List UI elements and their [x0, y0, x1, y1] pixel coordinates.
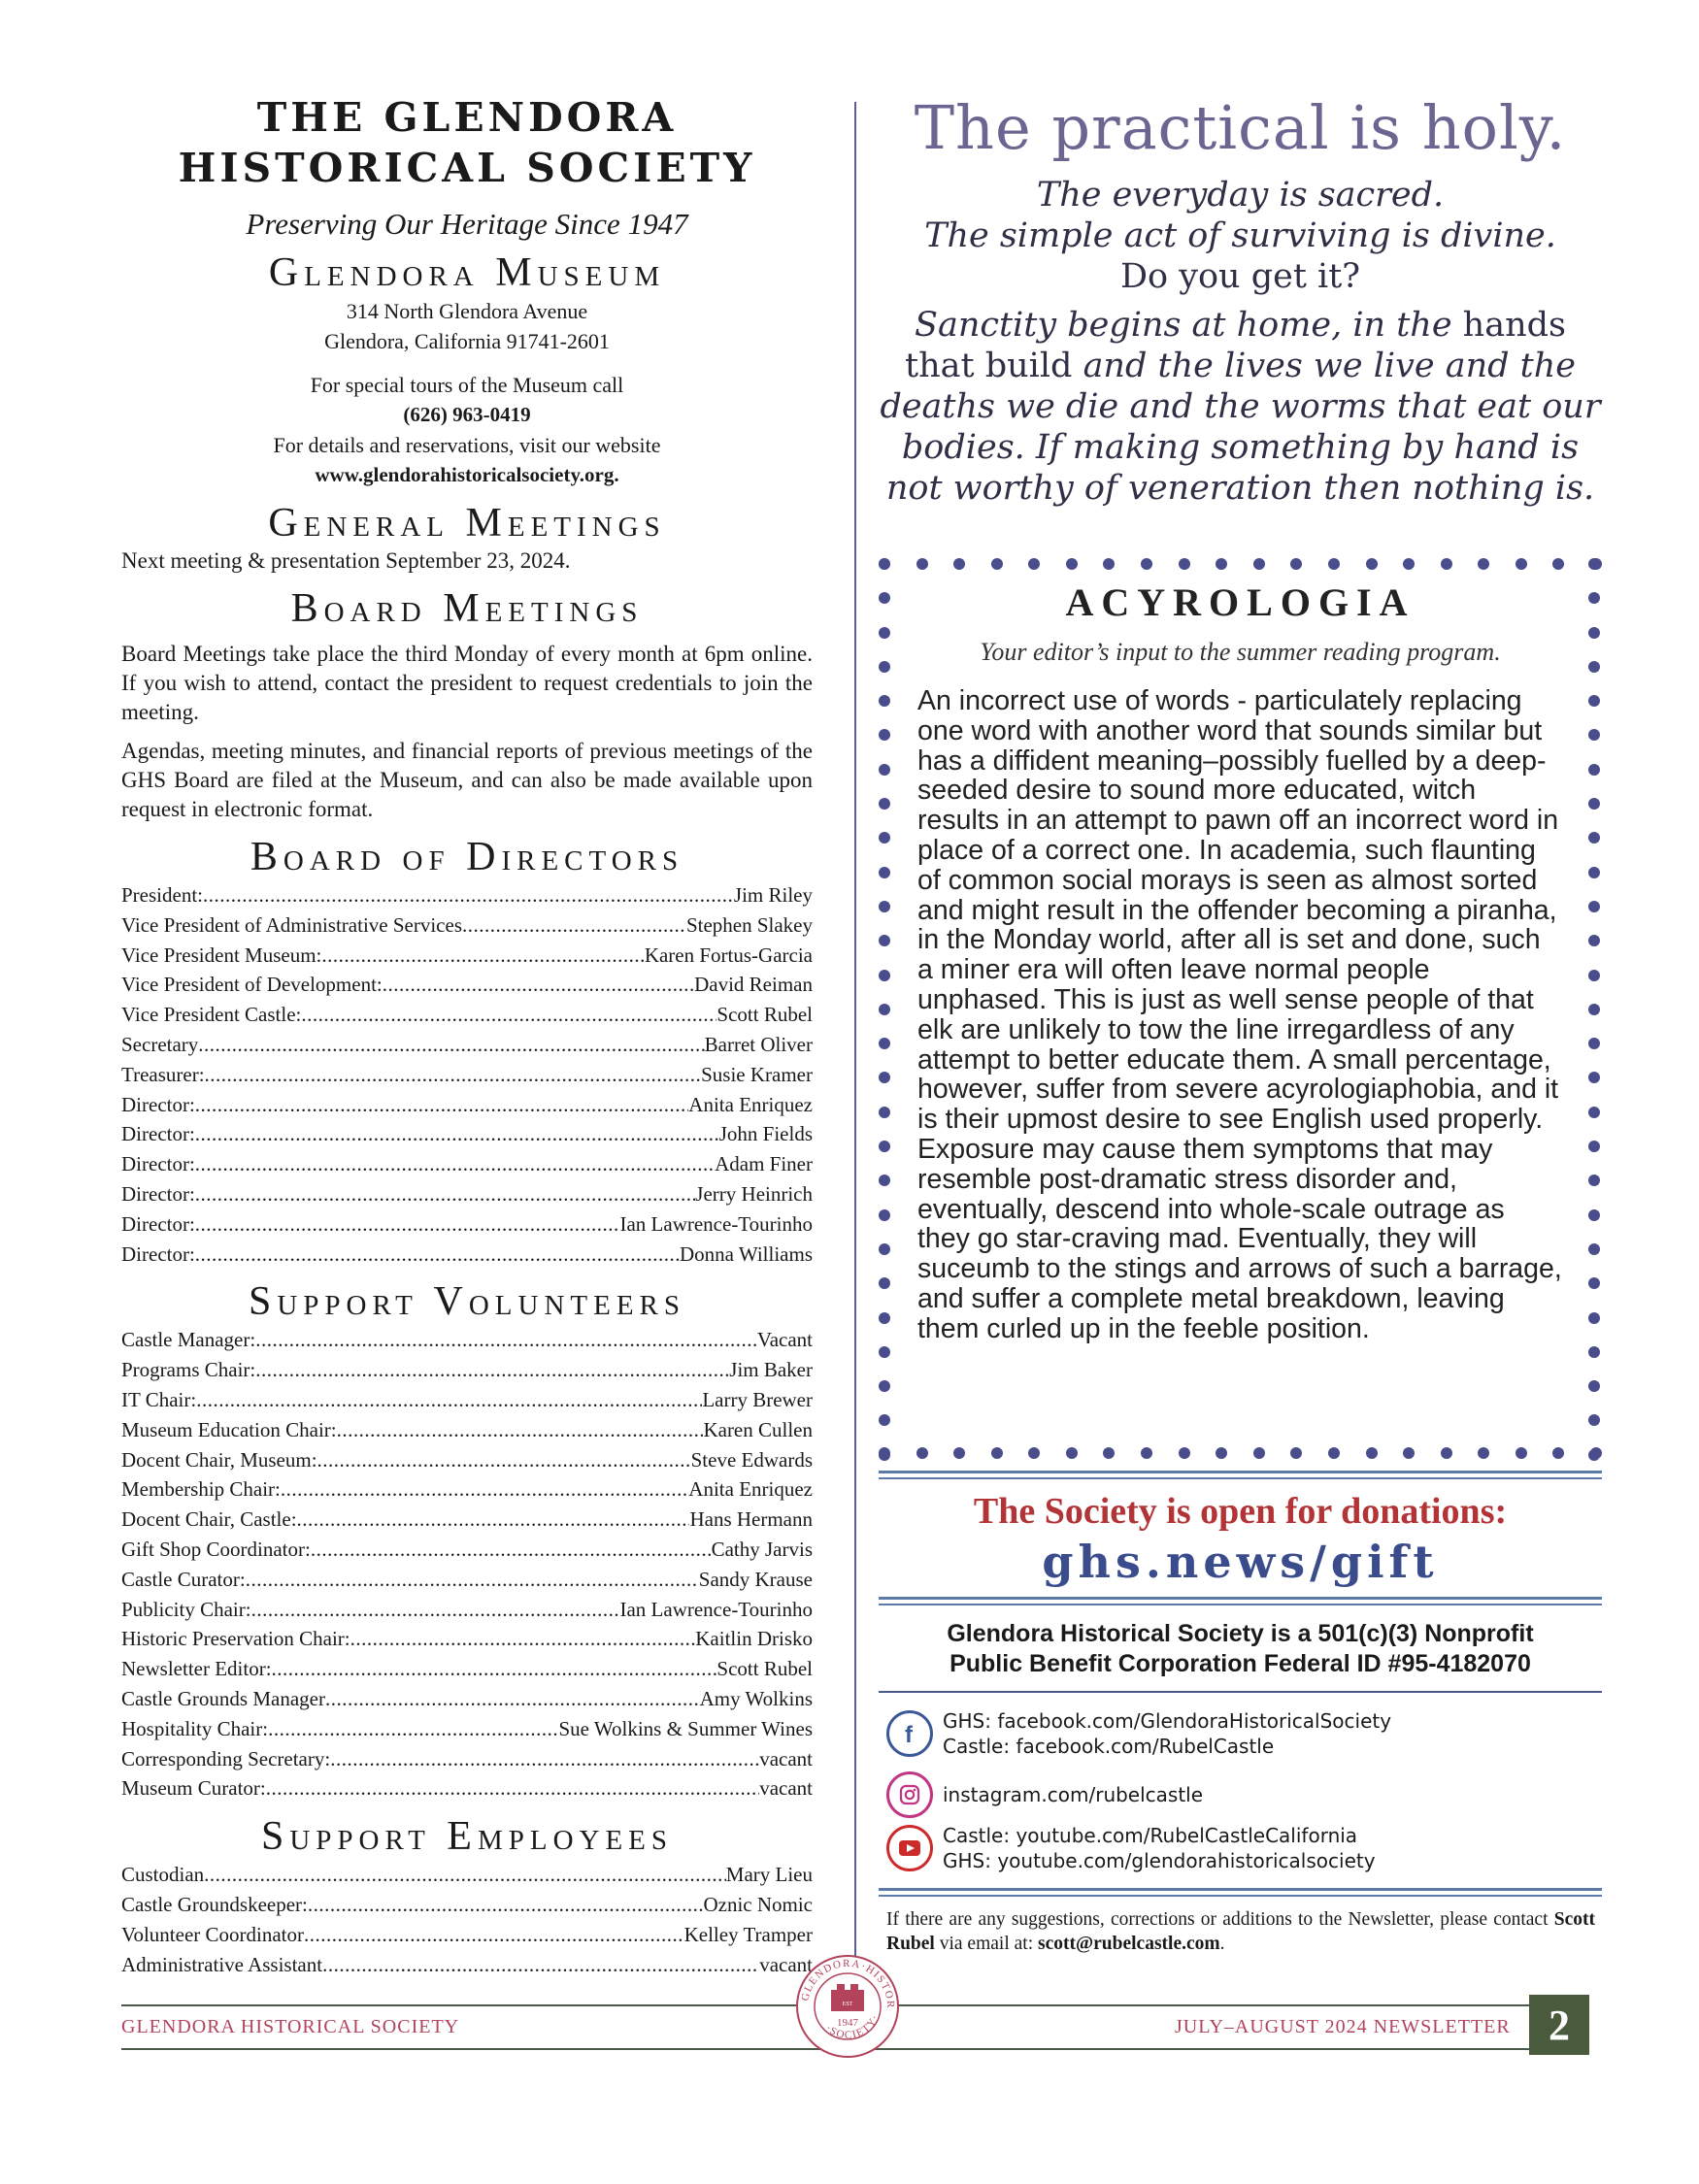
border-dot: [879, 901, 890, 912]
border-dot: [991, 1447, 1003, 1459]
border-dot: [1588, 627, 1600, 639]
border-dot: [1588, 1312, 1600, 1324]
editor-name: Scott Rubel: [886, 1909, 1595, 1954]
facebook-link-castle[interactable]: Castle: facebook.com/RubelCastle: [943, 1735, 1275, 1758]
border-dot: [879, 798, 890, 810]
quote-block: [879, 175, 1602, 509]
directors-row: President: ..... Jim Riley: [121, 880, 813, 910]
donation-link[interactable]: ghs.news/gift: [1042, 1536, 1439, 1588]
tours-text: For special tours of the Museum call: [310, 373, 624, 397]
page-number: 2: [1529, 1995, 1589, 2055]
org-title-line-2: HISTORICAL SOCIETY: [178, 145, 756, 191]
svg-text:f: f: [905, 1722, 913, 1746]
youtube-row: [886, 1823, 1376, 1873]
footer-org-name: GLENDORA HISTORICAL SOCIETY: [121, 2016, 460, 2037]
rule-divider: [879, 1597, 1602, 1600]
svg-text:GLENDORA·HISTORICAL: GLENDORA·HISTOR: [799, 1957, 897, 2010]
volunteers-row: Newsletter Editor: ..... Scott Rubel: [121, 1654, 813, 1684]
border-dot: [953, 558, 965, 570]
border-dot: [1588, 867, 1600, 878]
board-meetings-para-2: Agendas, meeting minutes, and financial reports of previous meetings of the GHS Board are filed at the Museum, and can also be made available upon request in electronic format.: [121, 739, 813, 821]
facebook-icon: [886, 1710, 933, 1757]
employees-row: Castle Groundskeeper: ..... Oznic Nomic: [121, 1890, 813, 1920]
quote-title: The practical is holy.: [914, 92, 1567, 163]
border-dot: [1588, 1072, 1600, 1083]
volunteers-row: Museum Curator: ..... vacant: [121, 1773, 813, 1803]
border-dot: [1216, 1447, 1227, 1459]
acyrologia-title: ACYROLOGIA: [1065, 580, 1416, 624]
employees-row: Custodian ..... Mary Lieu: [121, 1860, 813, 1890]
border-dot: [879, 764, 890, 776]
facebook-row: [886, 1708, 1391, 1759]
border-dot: [879, 1175, 890, 1186]
border-dot: [1588, 1243, 1600, 1255]
society-seal: [794, 1953, 901, 2060]
volunteers-row: Castle Manager: ..... Vacant: [121, 1325, 813, 1355]
svg-text:EST: EST: [842, 2002, 853, 2007]
border-dot: [1552, 1447, 1564, 1459]
border-dot: [879, 729, 890, 741]
border-dot: [1179, 558, 1190, 570]
border-dot: [879, 627, 890, 639]
nonprofit-statement: [879, 1619, 1602, 1679]
acyrologia-subtitle: Your editor’s input to the summer reading program.: [980, 638, 1501, 666]
border-dot: [879, 1243, 890, 1255]
border-dot: [1588, 1004, 1600, 1015]
svg-text:1947: 1947: [837, 2017, 858, 2029]
address-line-2: Glendora, California 91741-2601: [324, 329, 610, 353]
directors-row: Vice President Castle: ..... Scott Rubel: [121, 1000, 813, 1030]
border-dot: [1588, 1141, 1600, 1152]
border-dot: [879, 1346, 890, 1358]
svg-text:·SOCIETY·: ·SOCIETY·: [823, 2012, 883, 2041]
border-dot: [916, 558, 928, 570]
footer-issue: JULY–AUGUST 2024 NEWSLETTER: [1175, 2016, 1511, 2037]
border-dot: [1066, 1447, 1078, 1459]
border-dot: [879, 867, 890, 878]
volunteers-row: Castle Curator: ..... Sandy Krause: [121, 1565, 813, 1595]
volunteers-row: Hospitality Chair: ..... Sue Wolkins & Summer Wines: [121, 1714, 813, 1744]
border-dot: [879, 558, 890, 570]
border-dot: [1328, 1447, 1340, 1459]
general-meetings-text: Next meeting & presentation September 23, 2024.: [121, 548, 571, 573]
border-dot: [1588, 798, 1600, 810]
board-meetings-para-1: Board Meetings take place the third Monday of every month at 6pm online. If you wish to attend, contact the president to request credentials to join the meeting.: [121, 642, 813, 724]
border-dot: [1103, 1447, 1115, 1459]
border-dot: [1588, 764, 1600, 776]
tours-phone[interactable]: (626) 963-0419: [403, 403, 531, 426]
website-text: For details and reservations, visit our website: [273, 433, 661, 457]
employees-row: Volunteer Coordinator ..... Kelley Tramper: [121, 1920, 813, 1950]
volunteers-heading: Support Volunteers: [248, 1279, 686, 1325]
directors-row: Secretary ..... Barret Oliver: [121, 1030, 813, 1060]
volunteers-row: Publicity Chair: ..... Ian Lawrence-Tourinho: [121, 1595, 813, 1625]
border-dot: [879, 1038, 890, 1049]
volunteers-row: Museum Education Chair: ..... Karen Cullen: [121, 1415, 813, 1445]
border-dot: [879, 1141, 890, 1152]
border-dot: [879, 970, 890, 981]
quote-line-1: The everyday is sacred.: [1036, 176, 1445, 215]
quote-line-3: Do you get it?: [1119, 257, 1361, 296]
volunteers-list: [121, 1325, 813, 1803]
nonprofit-line-1: Glendora Historical Society is a 501(c)(3) Nonprofit: [947, 1620, 1534, 1647]
border-dot: [879, 1414, 890, 1426]
volunteers-row: IT Chair: ..... Larry Brewer: [121, 1385, 813, 1415]
rule-divider: [879, 1888, 1602, 1891]
rule-divider: [879, 1471, 1602, 1473]
border-dot: [1588, 558, 1600, 570]
quote-line-2: The simple act of surviving is divine.: [924, 216, 1556, 255]
nonprofit-line-2: Public Benefit Corporation Federal ID #95-4182070: [949, 1650, 1531, 1677]
volunteers-row: Programs Chair: ..... Jim Baker: [121, 1355, 813, 1385]
quote-paragraph: Sanctity begins at home, in the hands that build and the lives we live and the deaths we die and the worms that eat our bodies. If making something by hand is not worthy of veneration then nothing is.: [880, 306, 1601, 508]
left-column: [121, 92, 813, 1979]
border-dot: [1588, 695, 1600, 707]
facebook-link-ghs[interactable]: GHS: facebook.com/GlendoraHistoricalSociety: [943, 1709, 1392, 1733]
border-dot: [879, 1277, 890, 1289]
border-dot: [1066, 558, 1078, 570]
directors-heading: Board of Directors: [250, 835, 684, 879]
org-title-line-1: THE GLENDORA: [256, 94, 678, 141]
border-dot: [879, 1072, 890, 1083]
border-dot: [1366, 558, 1378, 570]
border-dot: [1588, 1277, 1600, 1289]
border-dot: [1588, 1346, 1600, 1358]
youtube-link-ghs[interactable]: GHS: youtube.com/glendorahistoricalsociety: [943, 1849, 1376, 1872]
border-dot: [879, 1312, 890, 1324]
border-dot: [879, 832, 890, 844]
border-dot: [1441, 1447, 1452, 1459]
border-dot: [1588, 1449, 1600, 1461]
youtube-icon: [886, 1825, 933, 1871]
employees-list: [121, 1860, 813, 1979]
border-dot: [1516, 558, 1527, 570]
volunteers-row: Corresponding Secretary: ..... vacant: [121, 1744, 813, 1774]
volunteers-row: Docent Chair, Museum: ..... Steve Edwards: [121, 1445, 813, 1475]
border-dot: [1403, 558, 1415, 570]
volunteers-row: Docent Chair, Castle: ..... Hans Hermann: [121, 1505, 813, 1535]
border-dot: [1290, 558, 1302, 570]
directors-row: Director: ..... Jerry Heinrich: [121, 1179, 813, 1209]
directors-row: Director: ..... John Fields: [121, 1119, 813, 1149]
rule-divider: [879, 1895, 1602, 1897]
volunteers-row: Castle Grounds Manager ..... Amy Wolkins: [121, 1684, 813, 1714]
newsletter-feedback: If there are any suggestions, corrections or additions to the Newsletter, please contact Scott Rubel via email at: scott@rubelcastle.com.: [886, 1909, 1595, 1954]
border-dot: [953, 1447, 965, 1459]
rule-divider: [879, 1477, 1602, 1479]
border-dot: [1552, 558, 1564, 570]
border-dot: [1588, 832, 1600, 844]
border-dot: [879, 1209, 890, 1221]
border-dot: [1253, 1447, 1265, 1459]
border-dot: [916, 1447, 928, 1459]
dot-border-bottom: [879, 1447, 1602, 1461]
employees-heading: Support Employees: [260, 1814, 674, 1860]
border-dot: [879, 1004, 890, 1015]
border-dot: [1588, 1380, 1600, 1392]
border-dot: [1588, 935, 1600, 946]
website-link[interactable]: www.glendorahistoricalsociety.org.: [315, 463, 619, 486]
border-dot: [879, 695, 890, 707]
volunteers-row: Membership Chair: ..... Anita Enriquez: [121, 1474, 813, 1505]
border-dot: [1588, 1414, 1600, 1426]
directors-row: Treasurer: ..... Susie Kramer: [121, 1060, 813, 1090]
youtube-link-castle[interactable]: Castle: youtube.com/RubelCastleCalifornia: [943, 1824, 1358, 1847]
instagram-row: [886, 1771, 1203, 1818]
border-dot: [1441, 558, 1452, 570]
dot-border-right: [1588, 558, 1602, 1461]
acyrologia-box: [879, 558, 1602, 1461]
border-dot: [879, 1380, 890, 1392]
board-meetings-heading: Board Meetings: [290, 586, 644, 631]
border-dot: [1141, 558, 1152, 570]
tagline: Preserving Our Heritage Since 1947: [246, 207, 688, 241]
volunteers-row: Gift Shop Coordinator: ..... Cathy Jarvis: [121, 1535, 813, 1565]
border-dot: [1516, 1447, 1527, 1459]
border-dot: [1141, 1447, 1152, 1459]
border-dot: [1588, 729, 1600, 741]
employees-row: Administrative Assistant ..... vacant: [121, 1950, 813, 1980]
directors-row: Director: ..... Adam Finer: [121, 1149, 813, 1179]
border-dot: [1103, 558, 1115, 570]
border-dot: [1588, 901, 1600, 912]
border-dot: [1478, 1447, 1489, 1459]
border-dot: [1290, 1447, 1302, 1459]
directors-row: Vice President Museum: ..... Karen Fortus-Garcia: [121, 941, 813, 971]
border-dot: [991, 558, 1003, 570]
directors-row: Director: ..... Ian Lawrence-Tourinho: [121, 1209, 813, 1240]
border-dot: [1588, 1175, 1600, 1186]
volunteers-row: Historic Preservation Chair: ..... Kaitlin Drisko: [121, 1624, 813, 1654]
border-dot: [1588, 1209, 1600, 1221]
address-line-1: 314 North Glendora Avenue: [346, 299, 588, 323]
border-dot: [1366, 1447, 1378, 1459]
general-meetings-heading: General Meetings: [268, 501, 666, 546]
directors-row: Director: ..... Donna Williams: [121, 1240, 813, 1270]
editor-email-link[interactable]: scott@rubelcastle.com: [1038, 1934, 1220, 1954]
border-dot: [1403, 1447, 1415, 1459]
border-dot: [1328, 558, 1340, 570]
dot-border-left: [879, 558, 892, 1461]
border-dot: [879, 1449, 890, 1461]
border-dot: [1588, 1038, 1600, 1049]
instagram-link[interactable]: instagram.com/rubelcastle: [943, 1783, 1204, 1806]
directors-row: Vice President of Administrative Services ..... Stephen Slakey: [121, 910, 813, 941]
directors-row: Vice President of Development: ..... David Reiman: [121, 970, 813, 1000]
border-dot: [1028, 558, 1040, 570]
rule-divider: [879, 1691, 1602, 1693]
dot-border-top: [879, 558, 1602, 572]
column-divider: [854, 102, 856, 1961]
directors-row: Director: ..... Anita Enriquez: [121, 1090, 813, 1120]
instagram-icon: [886, 1771, 933, 1818]
museum-heading: Glendora Museum: [268, 250, 666, 295]
acyrologia-body: An incorrect use of words - particulately replacing one word with another word that sounds similar but has a diffident meaning–possibly fuelled by a deep-seeded desire to sound more educated, witch results in an attempt to pawn off an incorrect word in place of a correct one. In academia, such flaunting of common social morays is seen as almost sorted and might result in the offender becoming a piranha, in the Monday world, after all is set and done, such a miner era will often leave normal people unphased. This is just as well sense people of that elk are unlikely to tow the line irregardless of any attempt to better educate them. A small percentage, however, suffer from severe acyrologiaphobia, and it is their upmost desire to see English used properly. Exposure may cause them symptoms that may resemble post-dramatic stress disorder and, eventually, descend into whole-scale outrage as they go star-craving mad. Eventually, they will suceumb to the stings and arrows of such a barrage, and suffer a complete metal breakdown, leaving them curled up in the feeble position.: [917, 685, 1562, 1344]
directors-list: [121, 880, 813, 1269]
border-dot: [1588, 1107, 1600, 1118]
border-dot: [1179, 1447, 1190, 1459]
border-dot: [1216, 558, 1227, 570]
rule-divider: [879, 1604, 1602, 1605]
border-dot: [1478, 558, 1489, 570]
border-dot: [1588, 970, 1600, 981]
border-dot: [1253, 558, 1265, 570]
border-dot: [879, 1107, 890, 1118]
border-dot: [1028, 1447, 1040, 1459]
border-dot: [879, 935, 890, 946]
donation-heading: The Society is open for donations:: [973, 1491, 1508, 1532]
